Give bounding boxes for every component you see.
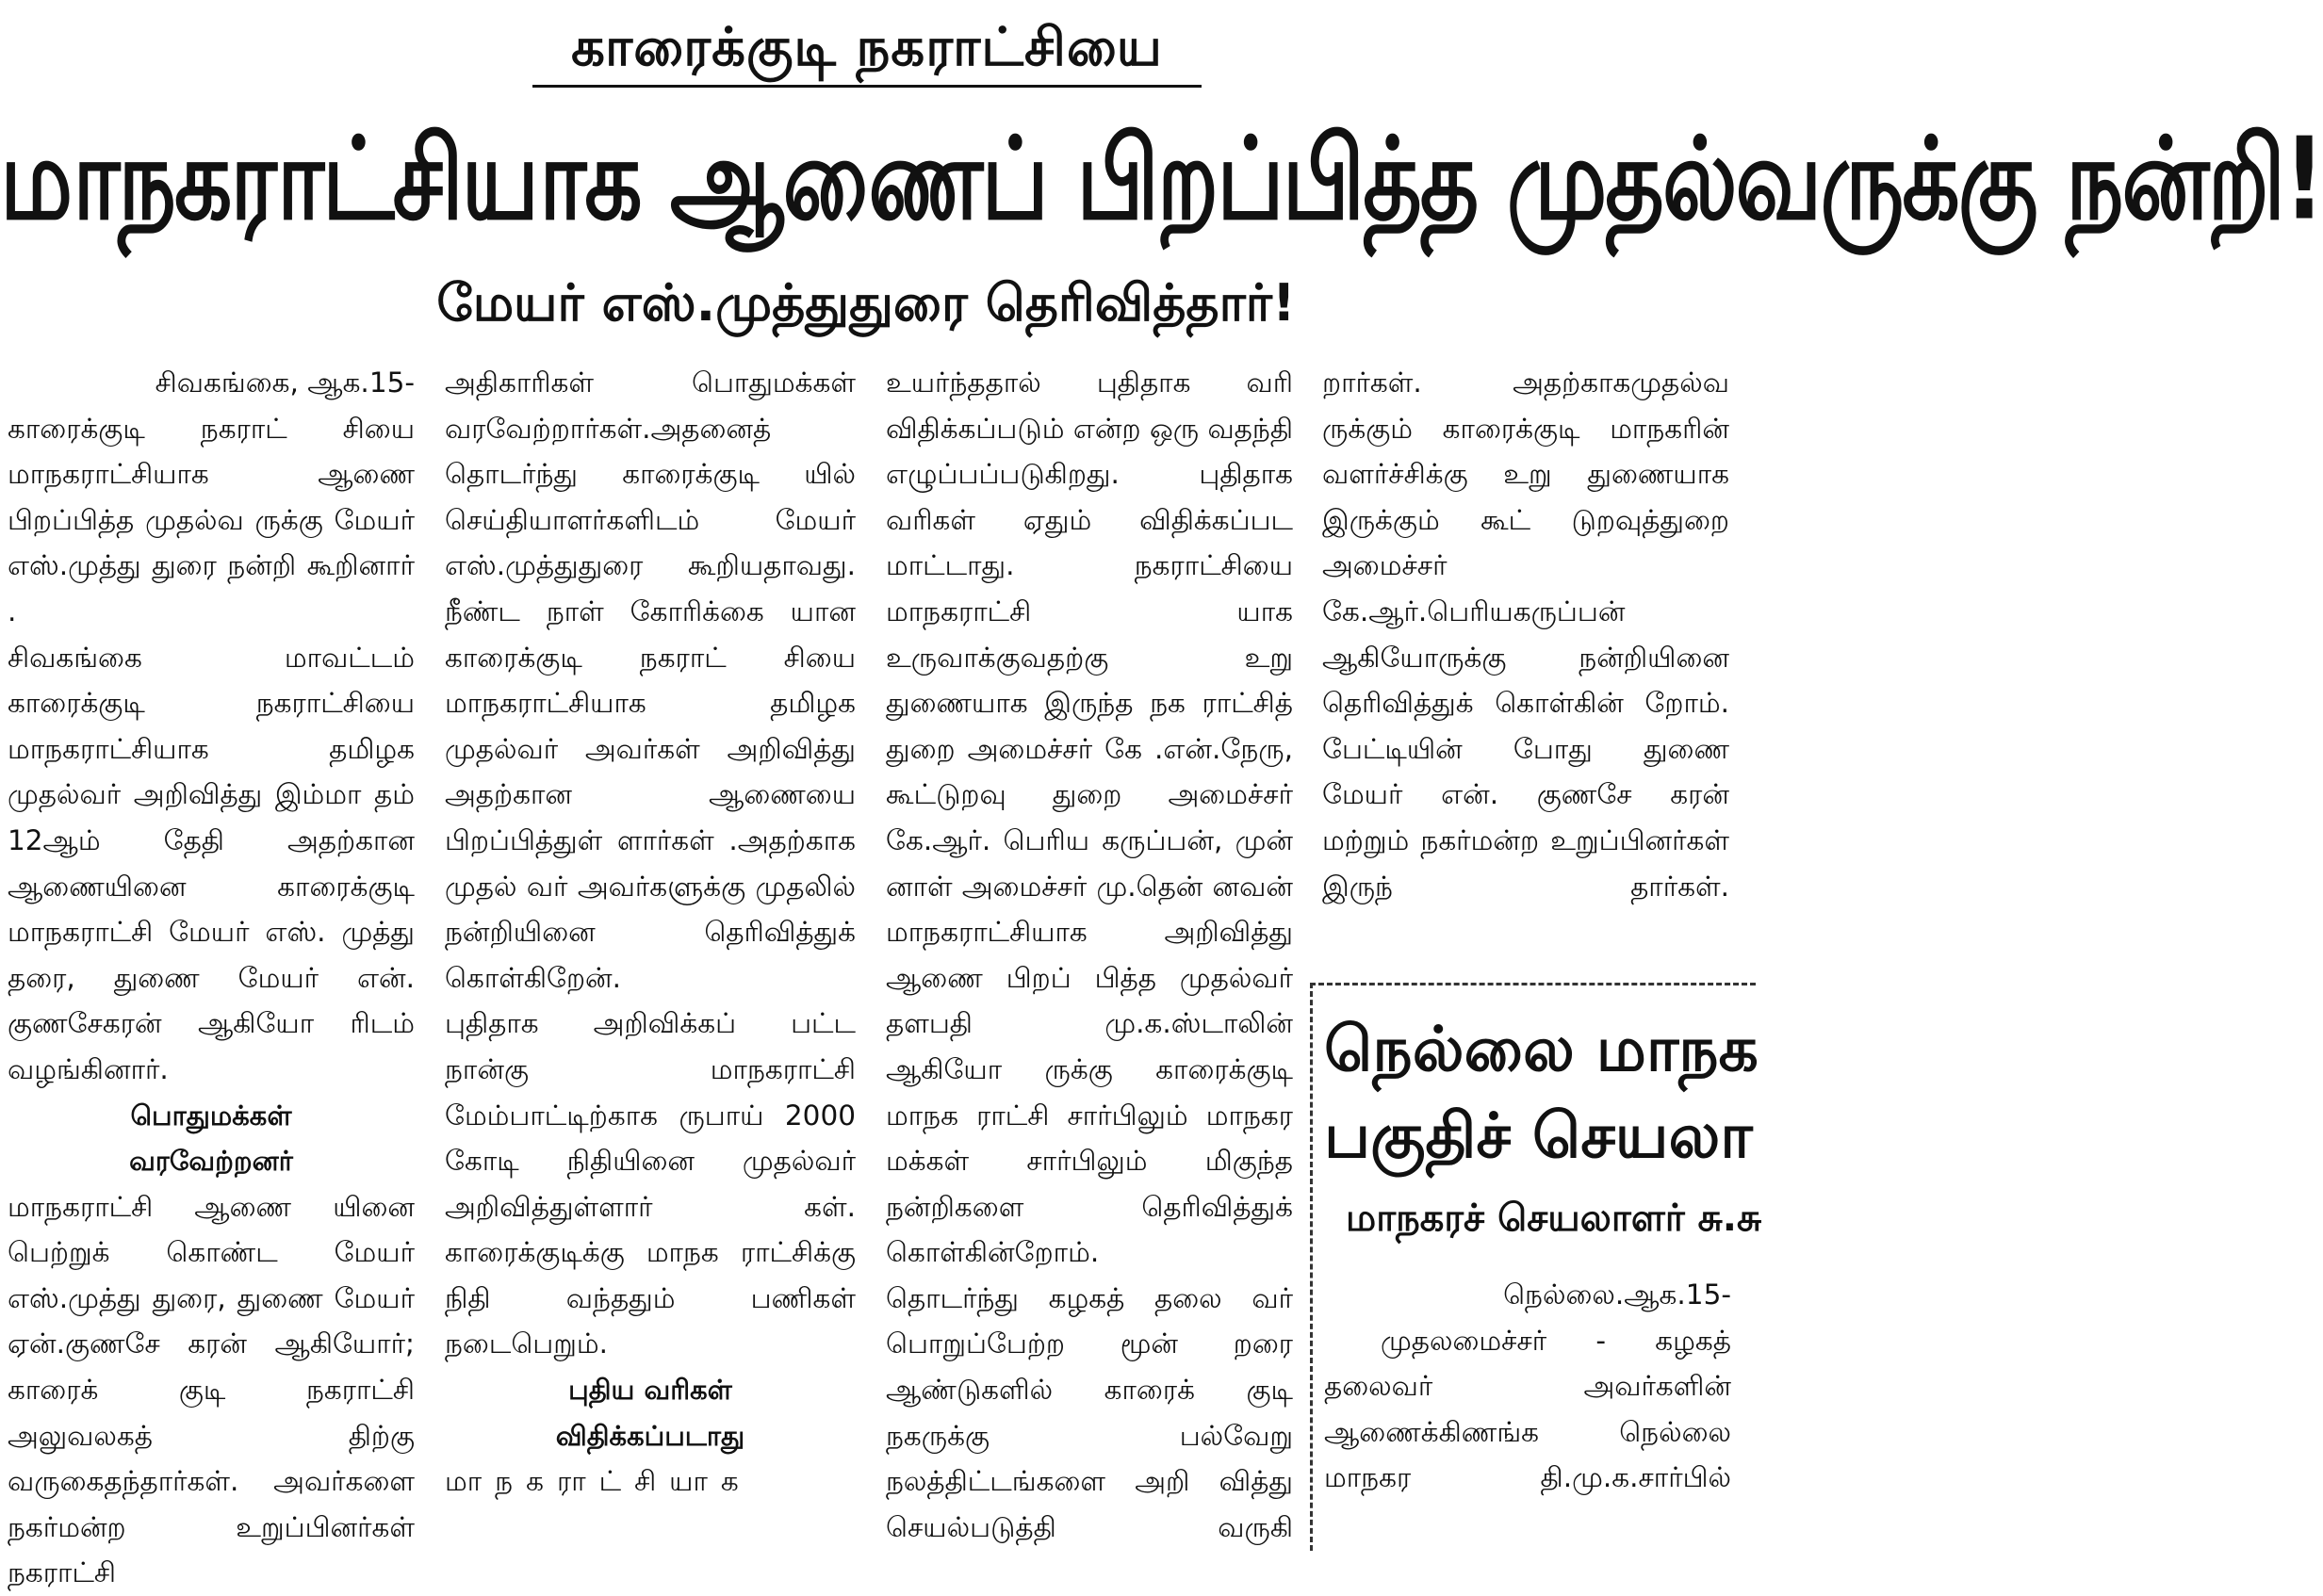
sub-headline: மேயர் எஸ்.முத்துதுரை தெரிவித்தார்!: [436, 273, 1296, 333]
section-subhead: பொதுமக்கள்: [130, 1099, 292, 1132]
main-headline: மாநகராட்சியாக ஆணைப் பிறப்பித்த முதல்வருக்கு நன்றி!: [0, 113, 2323, 245]
paragraph: மாநகராட்சியாக: [445, 1465, 752, 1498]
side-story-headline: [1324, 1006, 1759, 1180]
section-subhead: புதிய வரிகள்: [568, 1374, 732, 1407]
paragraph: புதிதாக அறிவிக்கப் பட்ட நான்கு மாநகராட்சி மேம்பாட்டிற்காக ருபாய் 2000 கோடி நிதியினை முதல்வர் அறிவித்துள்ளார் கள். காரைக்குடிக்கு மாநக ராட்சிக்கு நிதி வந்ததும் பணிகள் நடைபெறும்.: [445, 1007, 856, 1360]
article-column-4: [1322, 360, 1729, 909]
paragraph: சிவகங்கை மாவட்டம் காரைக்குடி நகராட்சியை மாநகராட்சியாக தமிழக முதல்வர் அறிவித்து இம்மா தம் 12ஆம் தேதி அதற்கான ஆணையினை காரைக்குடி மாநகராட்சி மேயர் எஸ். முத்து தரை, துணை மேயர் என். குணசேகரன் ஆகியோ ரிடம் வழங்கினார்.: [8, 641, 415, 1085]
kicker-heading: காரைக்குடி நகராட்சியை: [571, 17, 1163, 78]
article-column-1: [8, 360, 415, 1596]
paragraph: மாநகராட்சி ஆணை யினை பெற்றுக் கொண்ட மேயர் எஸ்.முத்து துரை, துணை மேயர் ஏன்.குணசே கரன் ஆகியோர்; காரைக் குடி நகராட்சி அலுவலகத் திற்கு வருகைதந்தார்கள். அவர்களை நகர்மன்ற உறுப்பினர்கள் நகராட்சி: [8, 1190, 415, 1589]
section-subhead: விதிக்கப்படாது: [555, 1419, 745, 1452]
side-dateline: நெல்லை.ஆக.15-: [1503, 1278, 1731, 1311]
article-column-2: [445, 360, 856, 1505]
paragraph: உயர்ந்ததால் புதிதாக வரி விதிக்கப்படும் என்ற ஒரு வதந்தி எழுப்பப்படுகிறது. புதிதாக வரிகள் ஏதும் விதிக்கப்பட மாட்டாது. நகராட்சியை மாநகராட்சி யாக உருவாக்குவதற்கு உறு துணையாக இருந்த நக ராட்சித் துறை அமைச்சர் கே .என்.நேரு, கூட்டுறவு துறை அமைச்சர் கே.ஆர். பெரிய கருப்பன், முன் னாள் அமைச்சர் மு.தென் னவன் மாநகராட்சியாக அறிவித்து ஆணை பிறப் பித்த முதல்வர் தளபதி மு.க.ஸ்டாலின் ஆகியோ ருக்கு காரைக்குடி மாநக ராட்சி சார்பிலும் மாநகர மக்கள் சார்பிலும் மிகுந்த நன்றிகளை தெரிவித்துக் கொள்கின்றோம்.: [886, 366, 1293, 1269]
side-story-body: [1324, 1272, 1731, 1501]
kicker-underline: [532, 85, 1202, 88]
side-story-subhead: மாநகரச் செயலாளர் சு.சு: [1346, 1197, 1762, 1240]
side-headline-line: நெல்லை மாநக: [1324, 1013, 1759, 1085]
article-column-3: [886, 360, 1293, 1550]
side-headline-line: பகுதிச் செயலா: [1324, 1099, 1753, 1172]
paragraph: பேட்டியின் போது துணை மேயர் என். குணசே கரன் மற்றும் நகர்மன்ற உறுப்பினர்கள் இருந் தார்கள்.: [1322, 732, 1729, 903]
section-subhead: வரவேற்றனர்: [129, 1145, 293, 1178]
paragraph: றார்கள். அதற்காகமுதல்வ ருக்கும் காரைக்குடி மாநகரின் வளர்ச்சிக்கு உறு துணையாக இருக்கும் கூட் டுறவுத்துறை அமைச்சர் கே.ஆர்.பெரியகருப்பன் ஆகியோருக்கு நன்றியினை தெரிவித்துக் கொள்கின் றோம்.: [1322, 366, 1729, 720]
paragraph: காரைக்குடி நகராட் சியை மாநகராட்சியாக ஆணை பிறப்பித்த முதல்வ ருக்கு மேயர் எஸ்.முத்து துரை நன்றி கூறினார் .: [8, 412, 415, 627]
paragraph: நீண்ட நாள் கோரிக்கை யான காரைக்குடி நகராட் சியை மாநகராட்சியாக தமிழக முதல்வர் அவர்கள் அறிவித்து அதற்கான ஆணையை பிறப்பித்துள் ளார்கள் .அதற்காக முதல் வர் அவர்களுக்கு முதலில் நன்றியினை தெரிவித்துக் கொள்கிறேன்.: [445, 594, 856, 994]
paragraph: அதிகாரிகள் பொதுமக்கள் வரவேற்றார்கள்.அதனைத் தொடர்ந்து காரைக்குடி யில் செய்தியாளர்களிடம் மேயர் எஸ்.முத்துதுரை கூறியதாவது.: [445, 366, 856, 582]
paragraph: முதலமைச்சர் - கழகத் தலைவர் அவர்களின் ஆணைக்கிணங்க நெல்லை மாநகர தி.மு.க.சார்பில்: [1324, 1324, 1731, 1494]
paragraph: தொடர்ந்து கழகத் தலை வர் பொறுப்பேற்ற மூன் றரை ஆண்டுகளில் காரைக் குடி நகருக்கு பல்வேறு நலத்திட்டங்களை அறி வித்து செயல்படுத்தி வருகி: [886, 1281, 1293, 1543]
dateline: சிவகங்கை, ஆக.15-: [155, 366, 415, 399]
